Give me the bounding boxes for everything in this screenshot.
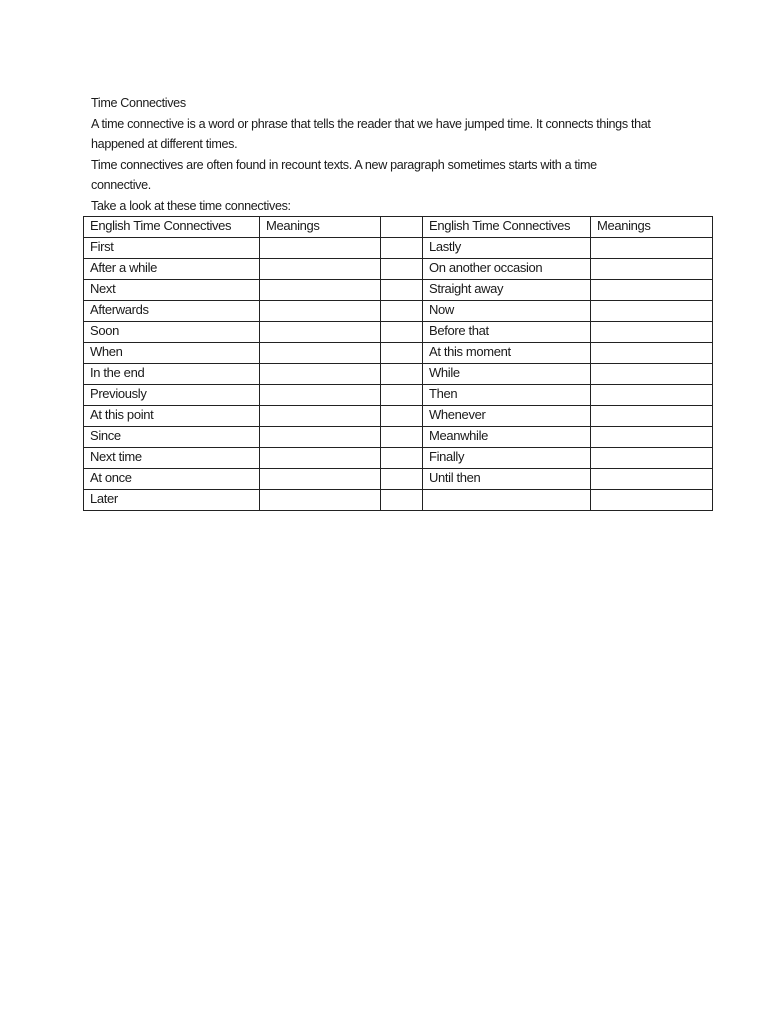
cell-connective-left: Later [84, 490, 260, 511]
cell-connective-left: When [84, 343, 260, 364]
cell-connective-left: Next time [84, 448, 260, 469]
table-row [84, 280, 713, 301]
table-intro: Take a look at these time connectives: [91, 197, 291, 213]
time-connectives-table-body [84, 217, 713, 511]
header-english-time-connectives-right: English Time Connectives [423, 217, 591, 238]
header-meanings-right: Meanings [591, 217, 713, 238]
cell-meaning-right [591, 448, 713, 469]
paragraph-2-line-2: connective. [91, 177, 151, 192]
cell-spacer [381, 406, 423, 427]
cell-meaning-left [260, 427, 381, 448]
cell-meaning-left [260, 469, 381, 490]
cell-connective-right: Straight away [423, 280, 591, 301]
table-row [84, 385, 713, 406]
cell-spacer [381, 280, 423, 301]
cell-meaning-right [591, 238, 713, 259]
paragraph-2-line-1: Time connectives are often found in recount texts. A new paragraph sometimes starts with a time [91, 156, 597, 172]
cell-connective-right [423, 490, 591, 511]
cell-meaning-right [591, 490, 713, 511]
table-row [84, 343, 713, 364]
cell-meaning-right [591, 343, 713, 364]
cell-spacer [381, 427, 423, 448]
cell-meaning-right [591, 259, 713, 280]
cell-spacer [381, 364, 423, 385]
cell-connective-left: Afterwards [84, 301, 260, 322]
cell-spacer [381, 301, 423, 322]
table-row [84, 406, 713, 427]
cell-spacer [381, 238, 423, 259]
table-row [84, 259, 713, 280]
cell-connective-left: At this point [84, 406, 260, 427]
cell-spacer [381, 259, 423, 280]
table-row [84, 364, 713, 385]
cell-connective-right: Until then [423, 469, 591, 490]
cell-connective-right: Before that [423, 322, 591, 343]
cell-meaning-left [260, 322, 381, 343]
table-row [84, 322, 713, 343]
header-spacer [381, 217, 423, 238]
cell-connective-right: Finally [423, 448, 591, 469]
cell-meaning-left [260, 259, 381, 280]
table-row [84, 469, 713, 490]
cell-meaning-right [591, 406, 713, 427]
cell-connective-right: Then [423, 385, 591, 406]
cell-meaning-left [260, 385, 381, 406]
cell-meaning-left [260, 301, 381, 322]
cell-connective-left: At once [84, 469, 260, 490]
table-header-row [84, 217, 713, 238]
paragraph-1-line-2: happened at different times. [91, 136, 238, 151]
cell-spacer [381, 343, 423, 364]
cell-connective-right: On another occasion [423, 259, 591, 280]
cell-meaning-right [591, 301, 713, 322]
cell-spacer [381, 385, 423, 406]
cell-connective-right: Lastly [423, 238, 591, 259]
cell-meaning-right [591, 385, 713, 406]
cell-connective-right: At this moment [423, 343, 591, 364]
cell-spacer [381, 490, 423, 511]
cell-spacer [381, 448, 423, 469]
cell-connective-left: After a while [84, 259, 260, 280]
paragraph-1-line-1: A time connective is a word or phrase that tells the reader that we have jumped time. It connects things that [91, 115, 651, 131]
cell-meaning-right [591, 427, 713, 448]
cell-meaning-left [260, 448, 381, 469]
cell-connective-left: Next [84, 280, 260, 301]
cell-connective-left: Soon [84, 322, 260, 343]
table-row [84, 490, 713, 511]
cell-meaning-left [260, 280, 381, 301]
cell-connective-right: While [423, 364, 591, 385]
cell-meaning-left [260, 406, 381, 427]
cell-meaning-right [591, 322, 713, 343]
table-row [84, 427, 713, 448]
cell-spacer [381, 469, 423, 490]
cell-connective-left: First [84, 238, 260, 259]
cell-meaning-left [260, 490, 381, 511]
document-title: Time Connectives [91, 95, 186, 110]
cell-meaning-right [591, 364, 713, 385]
cell-meaning-right [591, 469, 713, 490]
document-body [91, 93, 711, 216]
header-meanings-left: Meanings [260, 217, 381, 238]
cell-meaning-left [260, 343, 381, 364]
time-connectives-table [83, 216, 713, 511]
cell-connective-left: Previously [84, 385, 260, 406]
cell-connective-left: Since [84, 427, 260, 448]
cell-connective-right: Whenever [423, 406, 591, 427]
table-row [84, 301, 713, 322]
table-row [84, 448, 713, 469]
table-row [84, 238, 713, 259]
cell-meaning-left [260, 364, 381, 385]
cell-connective-left: In the end [84, 364, 260, 385]
cell-meaning-right [591, 280, 713, 301]
header-english-time-connectives-left: English Time Connectives [84, 217, 260, 238]
cell-meaning-left [260, 238, 381, 259]
cell-connective-right: Now [423, 301, 591, 322]
cell-spacer [381, 322, 423, 343]
cell-connective-right: Meanwhile [423, 427, 591, 448]
